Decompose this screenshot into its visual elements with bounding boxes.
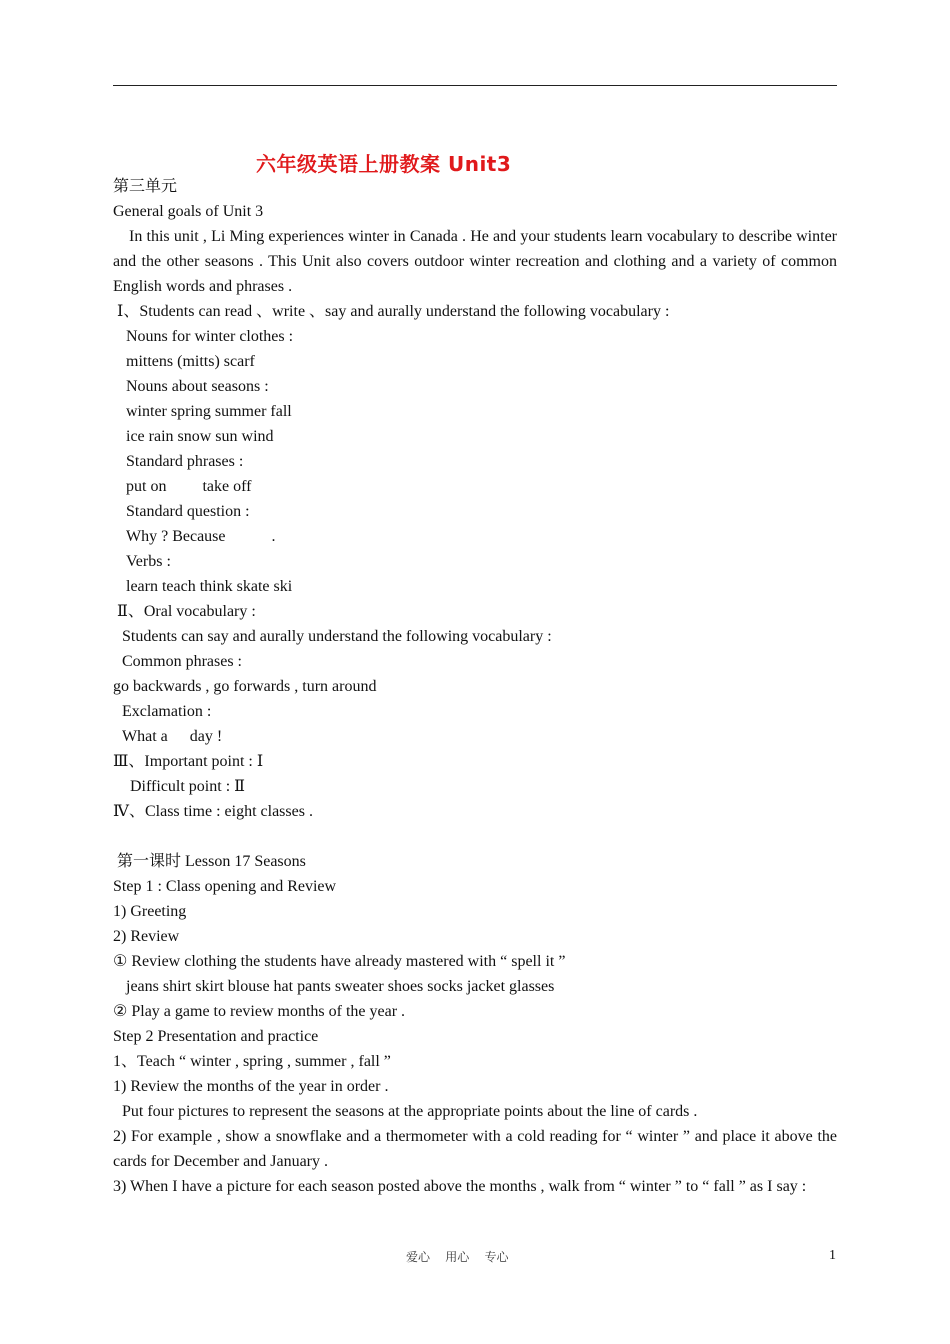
page-number: 1 (829, 1248, 836, 1263)
step-s2-paragraph (113, 1124, 837, 1174)
exclamation-end: day ! (189, 728, 223, 745)
page-title: 六年级英语上册教案 Unit3 (256, 152, 512, 176)
phrase-take-off: take off (202, 478, 252, 495)
oral-vocab-line: Students can say and aurally understand the following vocabulary : (122, 628, 552, 645)
std-question (113, 524, 837, 549)
lesson-heading: 第一课时 Lesson 17 Seasons (117, 853, 306, 870)
difficult-point: Difficult point : Ⅱ (130, 778, 246, 795)
std-phrases (113, 474, 837, 499)
common-phrases: go backwards , go forwards , turn around (113, 678, 377, 695)
seasons-list: winter spring summer fall (126, 403, 292, 420)
std-question-label: Standard question : (126, 503, 250, 520)
step-s2: 2) For example , show a snowflake and a thermometer with a cold reading for “ winter ” and place it above the cards for December and January . (113, 1128, 837, 1170)
nouns-clothes: mittens (mitts) scarf (126, 353, 255, 370)
review-b: ② Play a game to review months of the year . (113, 1003, 406, 1020)
weather-list: ice rain snow sun wind (126, 428, 274, 445)
teach-item: 1、Teach “ winter , spring , summer , fall ” (113, 1053, 391, 1070)
phrase-put-on: put on (126, 478, 167, 495)
question-start: Why ? Because (126, 528, 226, 545)
section2-heading: Ⅱ、Oral vocabulary : (117, 603, 256, 620)
exclamation-label: Exclamation : (122, 703, 212, 720)
section1-heading: Ⅰ、Students can read 、write 、say and aurally understand the following vocabulary : (117, 303, 670, 320)
exclamation-start: What a (122, 728, 168, 745)
step-s1: 1) Review the months of the year in order . (113, 1078, 389, 1095)
step2-heading: Step 2 Presentation and practice (113, 1028, 319, 1045)
intro-paragraph (113, 224, 837, 299)
general-goals-heading: General goals of Unit 3 (113, 203, 264, 220)
common-phrases-label: Common phrases : (122, 653, 242, 670)
nouns-clothes-label: Nouns for winter clothes : (126, 328, 294, 345)
spacer (113, 824, 837, 849)
step-s3-paragraph (113, 1174, 837, 1199)
header-rule (113, 85, 837, 86)
footer-motto: 爱心 用心 专心 (406, 1250, 509, 1264)
step-s3: 3) When I have a picture for each season posted above the months , walk from “ winter ” to “ fall ” as I say : (113, 1178, 807, 1195)
step1-heading: Step 1 : Class opening and Review (113, 878, 337, 895)
verbs-label: Verbs : (126, 553, 171, 570)
greeting-item: 1) Greeting (113, 903, 187, 920)
important-point: Ⅲ、Important point : Ⅰ (113, 753, 264, 770)
std-phrases-label: Standard phrases : (126, 453, 244, 470)
document-body (113, 174, 837, 1199)
unit-heading: 第三单元 (113, 178, 178, 195)
review-a: ① Review clothing the students have already mastered with “ spell it ” (113, 953, 566, 970)
clothing-list: jeans shirt skirt blouse hat pants sweater shoes socks jacket glasses (126, 978, 555, 995)
class-time: Ⅳ、Class time : eight classes . (113, 803, 313, 820)
verbs-list: learn teach think skate ski (126, 578, 293, 595)
review-item: 2) Review (113, 928, 180, 945)
page-footer (0, 1248, 950, 1268)
step-s1b: Put four pictures to represent the seasons at the appropriate points about the line of cards . (122, 1103, 698, 1120)
intro-text: In this unit , Li Ming experiences winter in Canada . He and your students learn vocabulary to describe winter and the other seasons . This Unit also covers outdoor winter recreation and clothing and a variety of common English words and phrases . (113, 228, 837, 295)
exclamation (113, 724, 837, 749)
nouns-seasons-label: Nouns about seasons : (126, 378, 269, 395)
question-end: . (271, 528, 276, 545)
